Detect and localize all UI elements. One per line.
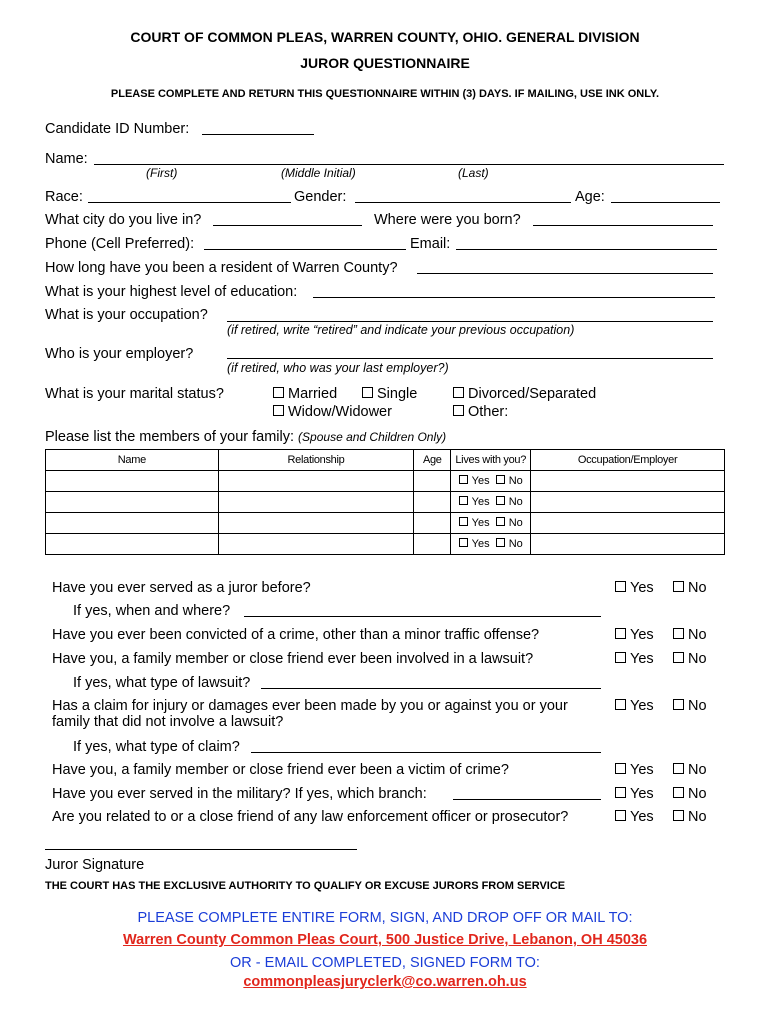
q3-type-field[interactable]	[261, 688, 601, 689]
name-middle-hint: (Middle Initial)	[281, 166, 356, 180]
checkbox-icon	[615, 763, 626, 774]
checkbox-icon	[673, 652, 684, 663]
checkbox-icon	[362, 387, 373, 398]
q6-yes[interactable]: Yes	[615, 786, 654, 802]
q7-no[interactable]: No	[673, 809, 707, 825]
candidate-id-field[interactable]	[202, 134, 314, 135]
born-label: Where were you born?	[374, 212, 521, 228]
col-age: Age	[414, 450, 451, 471]
q1-when-field[interactable]	[244, 616, 601, 617]
employer-label: Who is your employer?	[45, 346, 194, 362]
q4-no[interactable]: No	[673, 698, 707, 714]
authority-notice: THE COURT HAS THE EXCLUSIVE AUTHORITY TO QUALIFY OR EXCUSE JURORS FROM SERVICE	[45, 880, 566, 892]
family-relationship-cell[interactable]	[218, 513, 414, 534]
table-row	[46, 534, 725, 555]
q5-no[interactable]: No	[673, 762, 707, 778]
q-law-enforcement: Are you related to or a close friend of any law enforcement officer or prosecutor?	[52, 809, 569, 825]
q5-yes[interactable]: Yes	[615, 762, 654, 778]
checkbox-icon	[673, 810, 684, 821]
education-label: What is your highest level of education:	[45, 284, 298, 300]
employer-note: (if retired, who was your last employer?)	[227, 361, 449, 375]
gender-label: Gender:	[294, 189, 347, 205]
lives-no[interactable]: No	[496, 517, 523, 529]
clerk-email-link[interactable]: commonpleasjuryclerk@co.warren.oh.us	[243, 974, 527, 990]
checkbox-icon	[453, 405, 464, 416]
checkbox-icon	[496, 517, 505, 526]
name-first-hint: (First)	[146, 166, 178, 180]
signature-label: Juror Signature	[45, 857, 145, 873]
q6-branch-field[interactable]	[453, 799, 601, 800]
col-name: Name	[46, 450, 219, 471]
q-lawsuit-type: If yes, what type of lawsuit?	[73, 675, 251, 691]
name-label: Name:	[45, 151, 88, 167]
occupation-field[interactable]	[227, 321, 713, 322]
checkbox-icon	[615, 628, 626, 639]
checkbox-icon	[673, 628, 684, 639]
lives-no[interactable]: No	[496, 475, 523, 487]
instructions: PLEASE COMPLETE AND RETURN THIS QUESTIONNAIRE WITHIN (3) DAYS. IF MAILING, USE INK ONLY.	[110, 88, 660, 100]
family-table	[45, 449, 725, 555]
email-label: Email:	[410, 236, 451, 252]
family-age-cell[interactable]	[414, 534, 451, 555]
marital-divorced[interactable]: Divorced/Separated	[453, 386, 596, 402]
family-name-cell[interactable]	[46, 534, 219, 555]
resident-field[interactable]	[417, 273, 713, 274]
q1-no[interactable]: No	[673, 580, 707, 596]
occupation-note: (if retired, write “retired” and indicate your previous occupation)	[227, 323, 575, 337]
age-field[interactable]	[611, 202, 720, 203]
family-occupation-cell[interactable]	[531, 513, 725, 534]
family-label: Please list the members of your family: (Spouse and Children Only)	[45, 429, 447, 445]
occupation-label: What is your occupation?	[45, 307, 208, 323]
family-relationship-cell[interactable]	[218, 492, 414, 513]
family-note: (Spouse and Children Only)	[298, 430, 447, 444]
q3-yes[interactable]: Yes	[615, 651, 654, 667]
lives-yes[interactable]: Yes	[459, 517, 490, 529]
checkbox-icon	[496, 538, 505, 547]
court-heading: COURT OF COMMON PLEAS, WARREN COUNTY, OHIO. GENERAL DIVISION	[130, 29, 640, 45]
q3-no[interactable]: No	[673, 651, 707, 667]
q2-no[interactable]: No	[673, 627, 707, 643]
marital-other[interactable]: Other:	[453, 404, 508, 420]
family-relationship-cell[interactable]	[218, 534, 414, 555]
family-occupation-cell[interactable]	[531, 471, 725, 492]
table-row	[46, 513, 725, 534]
q-claim-line2: family that did not involve a lawsuit?	[52, 714, 284, 730]
lives-with-cell	[451, 513, 531, 534]
email-field[interactable]	[456, 249, 717, 250]
q-lawsuit: Have you, a family member or close friend ever been involved in a lawsuit?	[52, 651, 534, 667]
marital-widow[interactable]: Widow/Widower	[273, 404, 392, 420]
q-claim-line1: Has a claim for injury or damages ever been made by you or against you or your	[52, 698, 568, 714]
q-claim-type: If yes, what type of claim?	[73, 739, 240, 755]
family-table-header	[46, 450, 725, 471]
lives-with-cell	[451, 471, 531, 492]
q2-yes[interactable]: Yes	[615, 627, 654, 643]
lives-no[interactable]: No	[496, 538, 523, 550]
family-name-cell[interactable]	[46, 471, 219, 492]
lives-no[interactable]: No	[496, 496, 523, 508]
checkbox-icon	[496, 496, 505, 505]
table-row	[46, 492, 725, 513]
education-field[interactable]	[313, 297, 715, 298]
name-field[interactable]	[94, 164, 724, 165]
col-lives-with: Lives with you?	[451, 450, 531, 471]
checkbox-icon	[673, 763, 684, 774]
phone-label: Phone (Cell Preferred):	[45, 236, 195, 252]
lives-yes[interactable]: Yes	[459, 496, 490, 508]
family-age-cell[interactable]	[414, 471, 451, 492]
q-served-when: If yes, when and where?	[73, 603, 231, 619]
family-occupation-cell[interactable]	[531, 492, 725, 513]
born-field[interactable]	[533, 225, 713, 226]
checkbox-icon	[496, 475, 505, 484]
marital-married[interactable]: Married	[273, 386, 337, 402]
lives-with-cell	[451, 534, 531, 555]
q7-yes[interactable]: Yes	[615, 809, 654, 825]
employer-field[interactable]	[227, 358, 713, 359]
checkbox-icon	[615, 810, 626, 821]
checkbox-icon	[459, 496, 468, 505]
marital-label: What is your marital status?	[45, 386, 224, 402]
q-served-juror: Have you ever served as a juror before?	[52, 580, 311, 596]
col-relationship: Relationship	[218, 450, 414, 471]
gender-field[interactable]	[355, 202, 571, 203]
resident-label: How long have you been a resident of Warren County?	[45, 260, 398, 276]
checkbox-icon	[615, 787, 626, 798]
family-age-cell[interactable]	[414, 513, 451, 534]
name-last-hint: (Last)	[458, 166, 489, 180]
family-name-cell[interactable]	[46, 492, 219, 513]
checkbox-icon	[615, 652, 626, 663]
footer-email-instruction: OR - EMAIL COMPLETED, SIGNED FORM TO:	[230, 955, 540, 971]
checkbox-icon	[453, 387, 464, 398]
checkbox-icon	[273, 405, 284, 416]
footer-instruction: PLEASE COMPLETE ENTIRE FORM, SIGN, AND DROP OFF OR MAIL TO:	[137, 910, 633, 926]
checkbox-icon	[615, 581, 626, 592]
checkbox-icon	[615, 699, 626, 710]
city-field[interactable]	[213, 225, 362, 226]
race-label: Race:	[45, 189, 83, 205]
q-military: Have you ever served in the military? If yes, which branch:	[52, 786, 427, 802]
marital-single[interactable]: Single	[362, 386, 417, 402]
table-row	[46, 471, 725, 492]
checkbox-icon	[673, 581, 684, 592]
q4-type-field[interactable]	[251, 752, 601, 753]
city-label: What city do you live in?	[45, 212, 202, 228]
q-convicted: Have you ever been convicted of a crime, other than a minor traffic offense?	[52, 627, 540, 643]
candidate-id-label: Candidate ID Number:	[45, 121, 190, 137]
race-field[interactable]	[88, 202, 291, 203]
q6-no[interactable]: No	[673, 786, 707, 802]
family-name-cell[interactable]	[46, 513, 219, 534]
signature-field[interactable]	[45, 849, 357, 850]
checkbox-icon	[459, 538, 468, 547]
form-title: JUROR QUESTIONNAIRE	[300, 55, 470, 71]
family-age-cell[interactable]	[414, 492, 451, 513]
checkbox-icon	[459, 475, 468, 484]
court-address: Warren County Common Pleas Court, 500 Justice Drive, Lebanon, OH 45036	[122, 932, 648, 948]
checkbox-icon	[459, 517, 468, 526]
checkbox-icon	[673, 787, 684, 798]
age-label: Age:	[575, 189, 605, 205]
family-occupation-cell[interactable]	[531, 534, 725, 555]
q-victim: Have you, a family member or close friend ever been a victim of crime?	[52, 762, 509, 778]
lives-yes[interactable]: Yes	[459, 475, 490, 487]
checkbox-icon	[273, 387, 284, 398]
q1-yes[interactable]: Yes	[615, 580, 654, 596]
family-relationship-cell[interactable]	[218, 471, 414, 492]
lives-yes[interactable]: Yes	[459, 538, 490, 550]
checkbox-icon	[673, 699, 684, 710]
col-occupation: Occupation/Employer	[531, 450, 725, 471]
q4-yes[interactable]: Yes	[615, 698, 654, 714]
lives-with-cell	[451, 492, 531, 513]
phone-field[interactable]	[204, 249, 406, 250]
